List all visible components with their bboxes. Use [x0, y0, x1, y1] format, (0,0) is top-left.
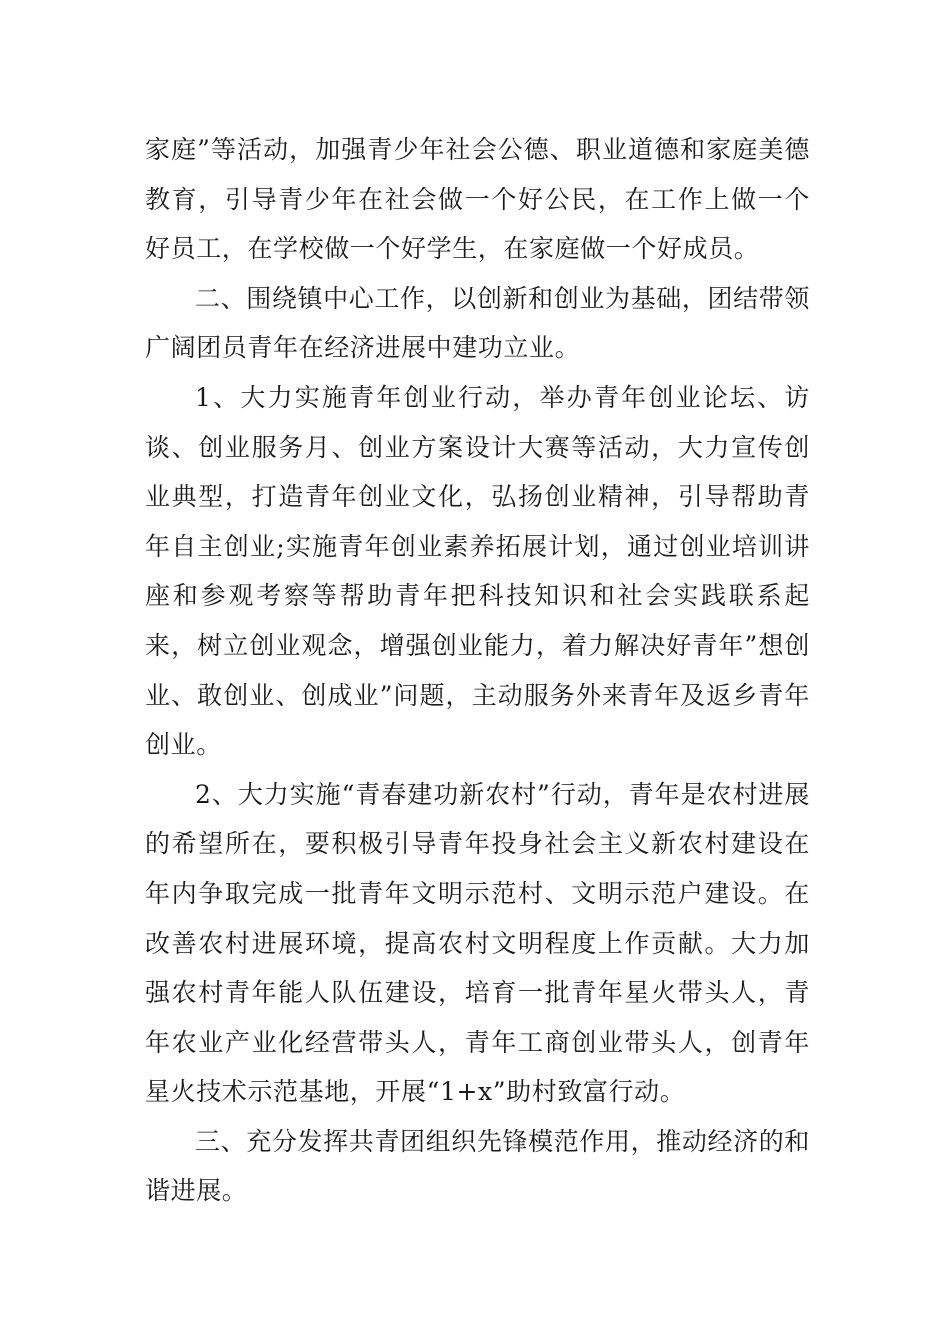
paragraph-item-one: 1、大力实施青年创业行动，举办青年创业论坛、访谈、创业服务月、创业方案设计大赛等活动，大力宣传创业典型，打造青年创业文化，弘扬创业精神，引导帮助青年自主创业;实施青年创业素养拓展计划，通过创业培训讲座和参观考察等帮助青年把科技知识和社会实践联系起来，树立创业观念，增强创业能力，着力解决好青年”想创业、敢创业、创成业”问题，主动服务外来青年及返乡青年创业。	[145, 382, 810, 760]
paragraph-item-two: 2、大力实施“青春建功新农村”行动，青年是农村进展的希望所在，要积极引导青年投身社会主义新农村建设在年内争取完成一批青年文明示范村、文明示范户建设。在改善农村进展环境，提高农村文明程度上作贡献。大力加强农村青年能人队伍建设，培育一批青年星火带头人，青年农业产业化经营带头人，青年工商创业带头人，创青年星火技术示范基地，开展“1+x”助村致富行动。	[145, 779, 810, 1107]
paragraph-section-two-heading: 二、围绕镇中心工作，以创新和创业为基础，团结带领广阔团员青年在经济进展中建功立业。	[145, 283, 810, 363]
paragraph-section-three-heading: 三、充分发挥共青团组织先锋模范作用，推动经济的和谐进展。	[145, 1126, 810, 1206]
paragraph-continuation: 家庭”等活动，加强青少年社会公德、职业道德和家庭美德教育，引导青少年在社会做一个好公民，在工作上做一个好员工，在学校做一个好学生，在家庭做一个好成员。	[145, 135, 810, 264]
document-body	[145, 125, 810, 1216]
